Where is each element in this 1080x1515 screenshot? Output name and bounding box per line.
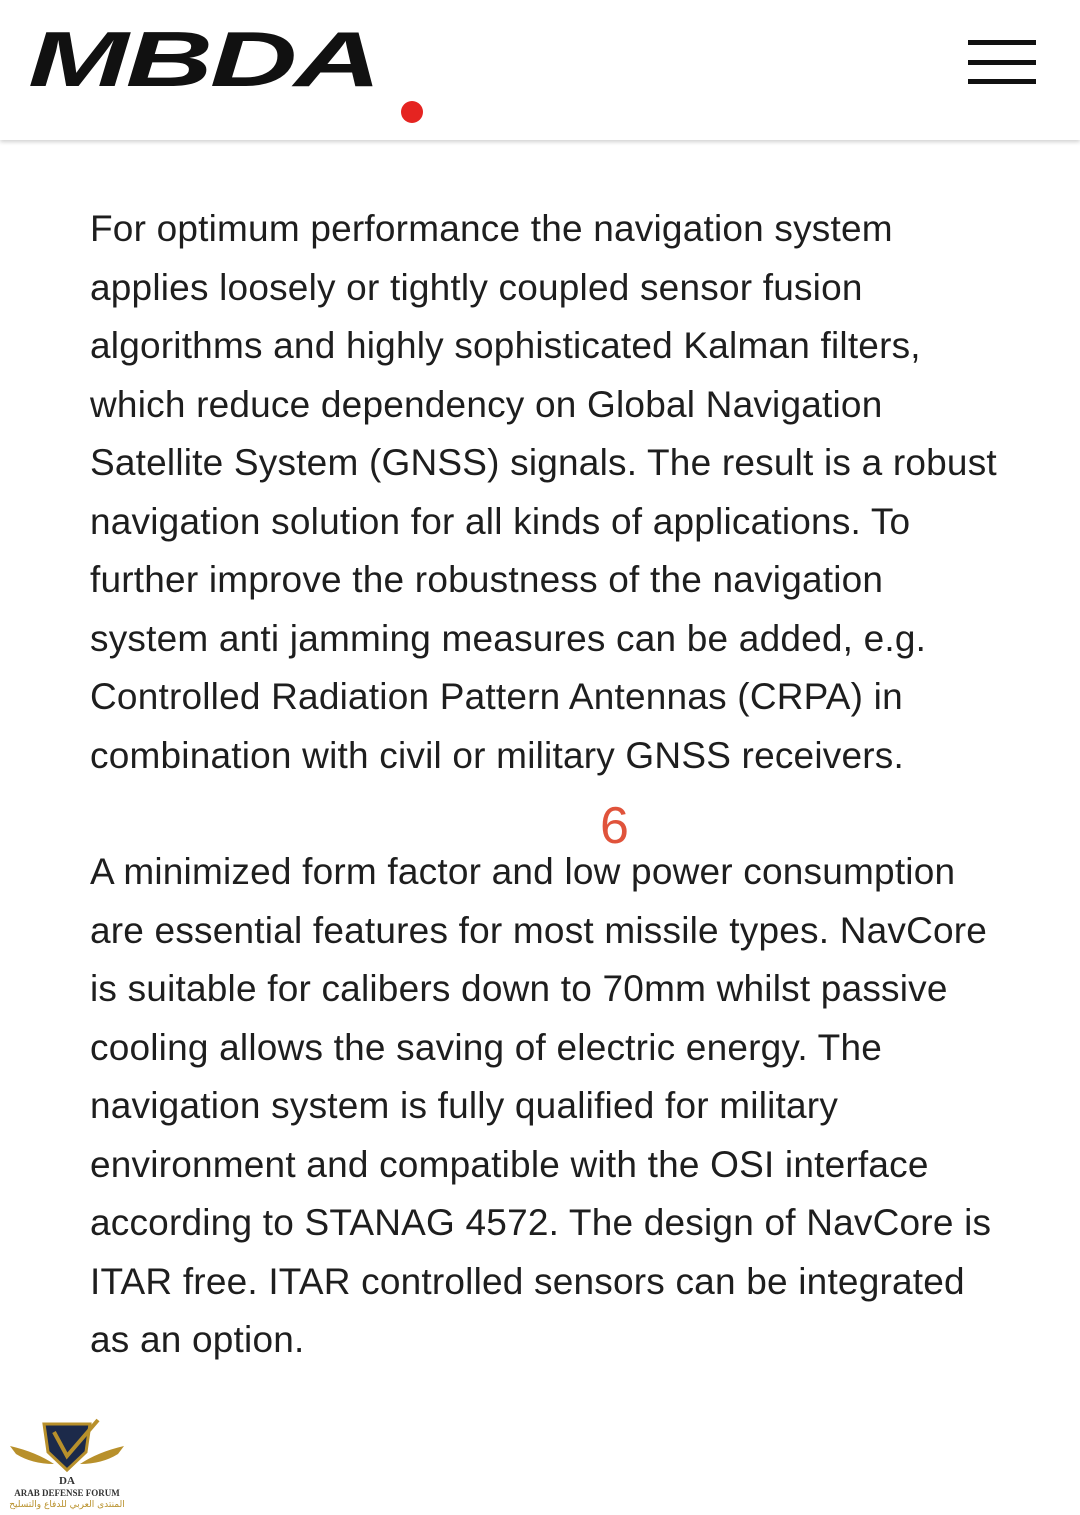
paragraph-form-factor: A minimized form factor and low power consumption are essential features for most missile types. NavCore is suitable for calibers down to 70mm whilst passive cooling allows the saving of electric energy. The navigation system is fully qualified for military environment and compatible with the OSI interface according to STANAG 4572. The design of NavCore is ITAR free. ITAR controlled sensors can be integrated as an option. — [90, 851, 992, 1360]
watermark-monogram: DA — [59, 1475, 75, 1487]
paragraph-navigation-system: For optimum performance the navigation system applies loosely or tightly coupled sensor fusion algorithms and highly sophisticated Kalman filters, which reduce dependency on Global Navigation Satellite System (GNSS) signals. The result is a robust navigation solution for all kinds of applications. To further improve the robustness of the navigation system anti jamming measures can be added, e.g. Controlled Radiation Pattern Antennas (CRPA) in combination with civil or military GNSS receivers. — [90, 208, 997, 776]
logo-red-dot — [401, 101, 423, 123]
page-annotation-number: 6 — [600, 797, 629, 855]
watermark-name-ar: المنتدى العربي للدفاع والتسليح — [9, 1500, 125, 1510]
watermark-name-en: ARAB DEFENSE FORUM — [14, 1488, 120, 1498]
shield-wings-icon — [6, 1418, 128, 1490]
watermark-logo — [6, 1418, 128, 1514]
mbda-logo[interactable] — [28, 15, 498, 103]
menu-bar-3 — [968, 79, 1036, 84]
article-body — [90, 200, 1000, 1370]
menu-bar-1 — [968, 40, 1036, 45]
site-header — [0, 0, 1080, 140]
logo-wordmark: MBDA — [28, 15, 379, 103]
menu-bar-2 — [968, 60, 1036, 65]
hamburger-menu-icon[interactable] — [968, 40, 1036, 86]
